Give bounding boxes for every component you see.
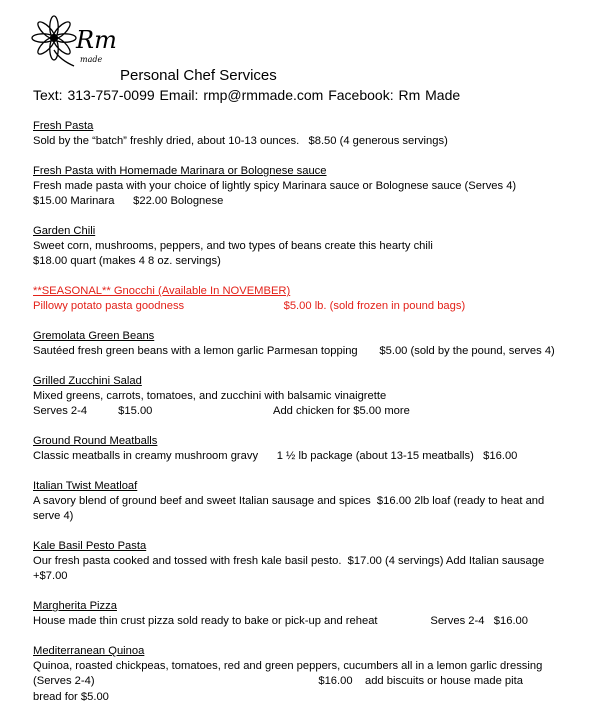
menu-item bbox=[33, 479, 578, 525]
menu-item bbox=[33, 599, 578, 629]
rm-made-logo bbox=[30, 10, 130, 80]
menu-item bbox=[33, 434, 578, 464]
menu-item-description: Sautéed fresh green beans with a lemon garlic Parmesan topping $5.00 (sold by the pound, serves 4) bbox=[33, 345, 555, 358]
menu-item-title: Ground Round Meatballs bbox=[33, 435, 158, 448]
menu-item-description: +$7.00 bbox=[33, 570, 68, 583]
menu-item-title: Fresh Pasta bbox=[33, 120, 94, 132]
menu-item-description: Fresh made pasta with your choice of lightly spicy Marinara sauce or Bolognese sauce (Serves 4) bbox=[33, 180, 517, 193]
menu-item bbox=[33, 374, 578, 420]
logo-subtext: made bbox=[80, 55, 103, 64]
menu-item-description: $18.00 quart (makes 4 8 oz. servings) bbox=[33, 255, 221, 268]
menu-item bbox=[33, 284, 578, 314]
menu-item bbox=[33, 329, 578, 359]
menu-item-title: Fresh Pasta with Homemade Marinara or Bolognese sauce bbox=[33, 164, 327, 177]
menu-item-description: Classic meatballs in creamy mushroom gravy 1 ½ lb package (about 13-15 meatballs) $16.00 bbox=[33, 450, 518, 463]
menu-item-description: serve 4) bbox=[33, 510, 74, 523]
menu-item-description: $15.00 Marinara $22.00 Bolognese bbox=[33, 195, 224, 208]
menu-item-description: Our fresh pasta cooked and tossed with fresh kale basil pesto. $17.00 (4 servings) Add Italian sausage bbox=[33, 555, 545, 568]
menu-item-description: Pillowy potato pasta goodness $5.00 lb. (sold frozen in pound bags) bbox=[33, 300, 466, 313]
menu-item-title: Kale Basil Pesto Pasta bbox=[33, 540, 147, 553]
menu-item-title: Italian Twist Meatloaf bbox=[33, 479, 138, 492]
menu-item-description: A savory blend of ground beef and sweet Italian sausage and spices $16.00 2lb loaf (ready to heat and bbox=[33, 495, 545, 508]
menu-item-description: Quinoa, roasted chickpeas, tomatoes, red and green peppers, cucumbers all in a lemon garlic dressing bbox=[33, 660, 543, 673]
menu-item-description: bread for $5.00 bbox=[33, 690, 109, 703]
page-title: Personal Chef Services bbox=[120, 67, 277, 84]
logo-text: Rm bbox=[76, 26, 117, 54]
menu-item-title: Margherita Pizza bbox=[33, 600, 117, 613]
menu-item-title: Mediterranean Quinoa bbox=[33, 645, 145, 658]
menu-item-title: Garden Chili bbox=[33, 225, 96, 238]
menu-item-description: Sold by the “batch” freshly dried, about 10-13 ounces. $8.50 (4 generous servings) bbox=[33, 135, 448, 148]
menu-item bbox=[33, 224, 578, 270]
menu-item-description: Sweet corn, mushrooms, peppers, and two types of beans create this hearty chili bbox=[33, 240, 433, 253]
menu-item-title: **SEASONAL** Gnocchi (Available In NOVEMBER) bbox=[33, 285, 291, 298]
menu-item bbox=[33, 644, 578, 705]
menu-item-title: Grilled Zucchini Salad bbox=[33, 374, 142, 387]
menu-item-description: House made thin crust pizza sold ready to bake or pick-up and reheat Serves 2-4 $16.00 bbox=[33, 615, 528, 628]
menu-item-title: Gremolata Green Beans bbox=[33, 330, 155, 343]
menu-item-description: Serves 2-4 $15.00 Add chicken for $5.00 more bbox=[33, 405, 410, 418]
menu-item-description: Mixed greens, carrots, tomatoes, and zucchini with balsamic vinaigrette bbox=[33, 390, 387, 403]
menu-list bbox=[33, 119, 578, 719]
menu-item-description: (Serves 2-4) $16.00 add biscuits or house made pita bbox=[33, 675, 523, 688]
flower-logo-icon bbox=[30, 10, 130, 80]
contact-line: Text: 313-757-0099 Email: rmp@rmmade.com Facebook: Rm Made bbox=[33, 87, 461, 103]
menu-item bbox=[33, 164, 578, 210]
menu-item bbox=[33, 539, 578, 585]
menu-item bbox=[33, 119, 578, 149]
